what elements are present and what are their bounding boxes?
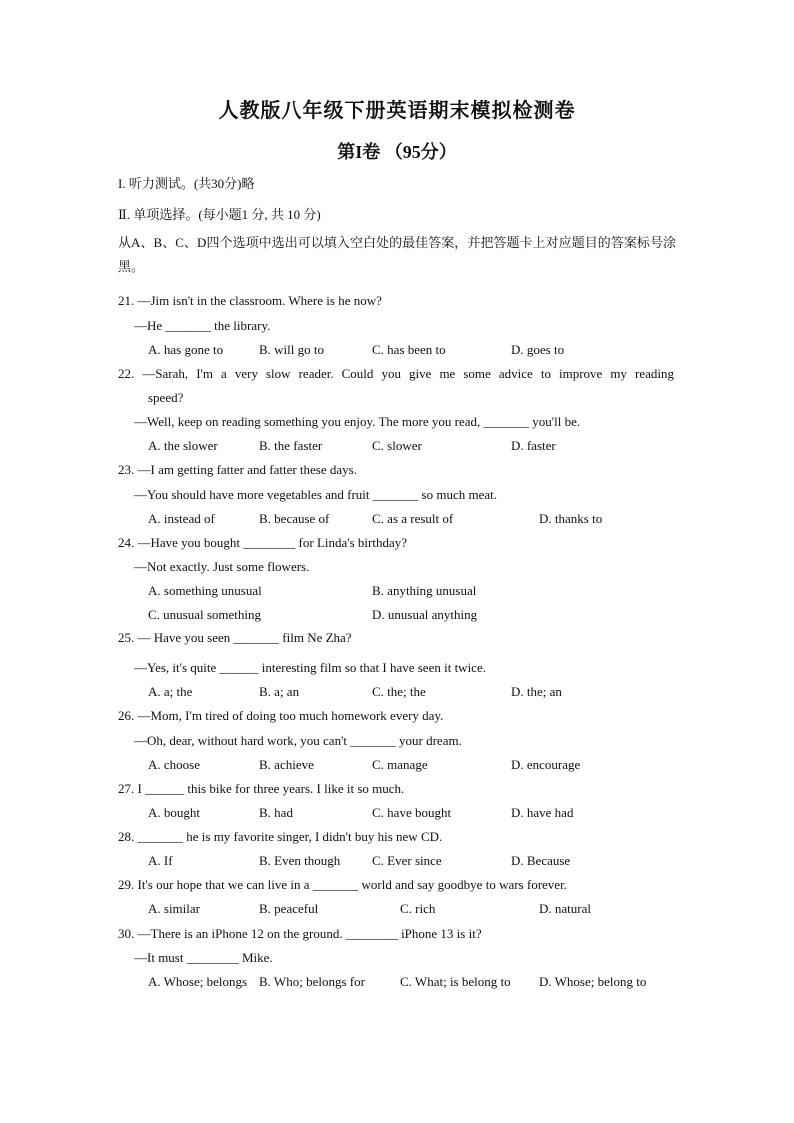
question-stem: 26. —Mom, I'm tired of doing too much homework every day. bbox=[118, 708, 444, 723]
option-d: D. Because bbox=[511, 853, 571, 868]
option-c: C. as a result of bbox=[372, 511, 454, 526]
option-d: D. faster bbox=[511, 438, 556, 453]
option-d: D. goes to bbox=[511, 342, 565, 357]
option-b: B. peaceful bbox=[259, 901, 319, 916]
question-stem: 25. — Have you seen _______ film Ne Zha? bbox=[118, 630, 352, 645]
section-single-choice: Ⅱ. 单项选择。(每小题1 分, 共 10 分) bbox=[118, 207, 321, 222]
option-a: A. the slower bbox=[148, 438, 218, 453]
option-c: C. unusual something bbox=[148, 607, 262, 622]
option-b: B. will go to bbox=[259, 342, 325, 357]
question-stem: —Yes, it's quite ______ interesting film so that I have seen it twice. bbox=[134, 660, 486, 675]
option-c: C. slower bbox=[372, 438, 422, 453]
option-d: D. encourage bbox=[511, 757, 581, 772]
question-stem: 21. —Jim isn't in the classroom. Where is he now? bbox=[118, 293, 382, 308]
option-a: A. Whose; belongs bbox=[148, 974, 248, 989]
question-stem: —Well, keep on reading something you enjoy. The more you read, _______ you'll be. bbox=[134, 414, 581, 429]
option-b: B. had bbox=[259, 805, 293, 820]
option-a: A. something unusual bbox=[148, 583, 262, 598]
question-stem: —Not exactly. Just some flowers. bbox=[134, 559, 310, 574]
option-c: C. What; is belong to bbox=[400, 974, 511, 989]
option-a: A. instead of bbox=[148, 511, 215, 526]
option-c: C. has been to bbox=[372, 342, 446, 357]
option-c: C. manage bbox=[372, 757, 428, 772]
page-title: 人教版八年级下册英语期末模拟检测卷 bbox=[218, 100, 576, 122]
question-stem: speed? bbox=[148, 390, 184, 405]
option-c: C. Ever since bbox=[372, 853, 442, 868]
option-b: B. a; an bbox=[259, 684, 300, 699]
option-c: C. have bought bbox=[372, 805, 452, 820]
option-a: A. choose bbox=[148, 757, 200, 772]
section-listening: I. 听力测试。(共30分)略 bbox=[118, 176, 255, 191]
question-stem: 23. —I am getting fatter and fatter these days. bbox=[118, 462, 357, 477]
option-b: B. the faster bbox=[259, 438, 323, 453]
option-c: C. rich bbox=[400, 901, 436, 916]
question-stem: 30. —There is an iPhone 12 on the ground. ________ iPhone 13 is it? bbox=[118, 926, 482, 941]
question-stem: —It must ________ Mike. bbox=[134, 950, 273, 965]
option-d: D. natural bbox=[539, 901, 591, 916]
option-b: B. because of bbox=[259, 511, 330, 526]
question-stem: 29. It's our hope that we can live in a _______ world and say goodbye to wars forever. bbox=[118, 877, 567, 892]
option-b: B. Who; belongs for bbox=[259, 974, 365, 989]
option-a: A. If bbox=[148, 853, 173, 868]
option-d: D. thanks to bbox=[539, 511, 603, 526]
option-a: A. has gone to bbox=[148, 342, 224, 357]
option-c: C. the; the bbox=[372, 684, 426, 699]
question-stem: —Oh, dear, without hard work, you can't _______ your dream. bbox=[134, 733, 462, 748]
option-d: D. the; an bbox=[511, 684, 562, 699]
option-a: A. similar bbox=[148, 901, 200, 916]
question-stem: 22. —Sarah, I'm a very slow reader. Could you give me some advice to improve my reading bbox=[118, 366, 674, 381]
question-stem: 28. _______ he is my favorite singer, I didn't buy his new CD. bbox=[118, 829, 443, 844]
question-stem: 27. I ______ this bike for three years. I like it so much. bbox=[118, 781, 405, 796]
option-b: B. anything unusual bbox=[372, 583, 477, 598]
option-b: B. achieve bbox=[259, 757, 314, 772]
question-stem: 24. —Have you bought ________ for Linda's birthday? bbox=[118, 535, 408, 550]
section-instructions: 从A、B、C、D四个选项中选出可以填入空白处的最佳答案，并把答题卡上对应题目的答案标号涂黑。 bbox=[118, 235, 676, 274]
option-d: D. unusual anything bbox=[372, 607, 478, 622]
option-d: D. have had bbox=[511, 805, 574, 820]
page-subtitle: 第I卷 （95分） bbox=[337, 142, 457, 162]
option-a: A. a; the bbox=[148, 684, 193, 699]
option-a: A. bought bbox=[148, 805, 200, 820]
option-d: D. Whose; belong to bbox=[539, 974, 647, 989]
question-stem: —He _______ the library. bbox=[134, 318, 271, 333]
question-stem: —You should have more vegetables and fruit _______ so much meat. bbox=[134, 487, 497, 502]
option-b: B. Even though bbox=[259, 853, 341, 868]
